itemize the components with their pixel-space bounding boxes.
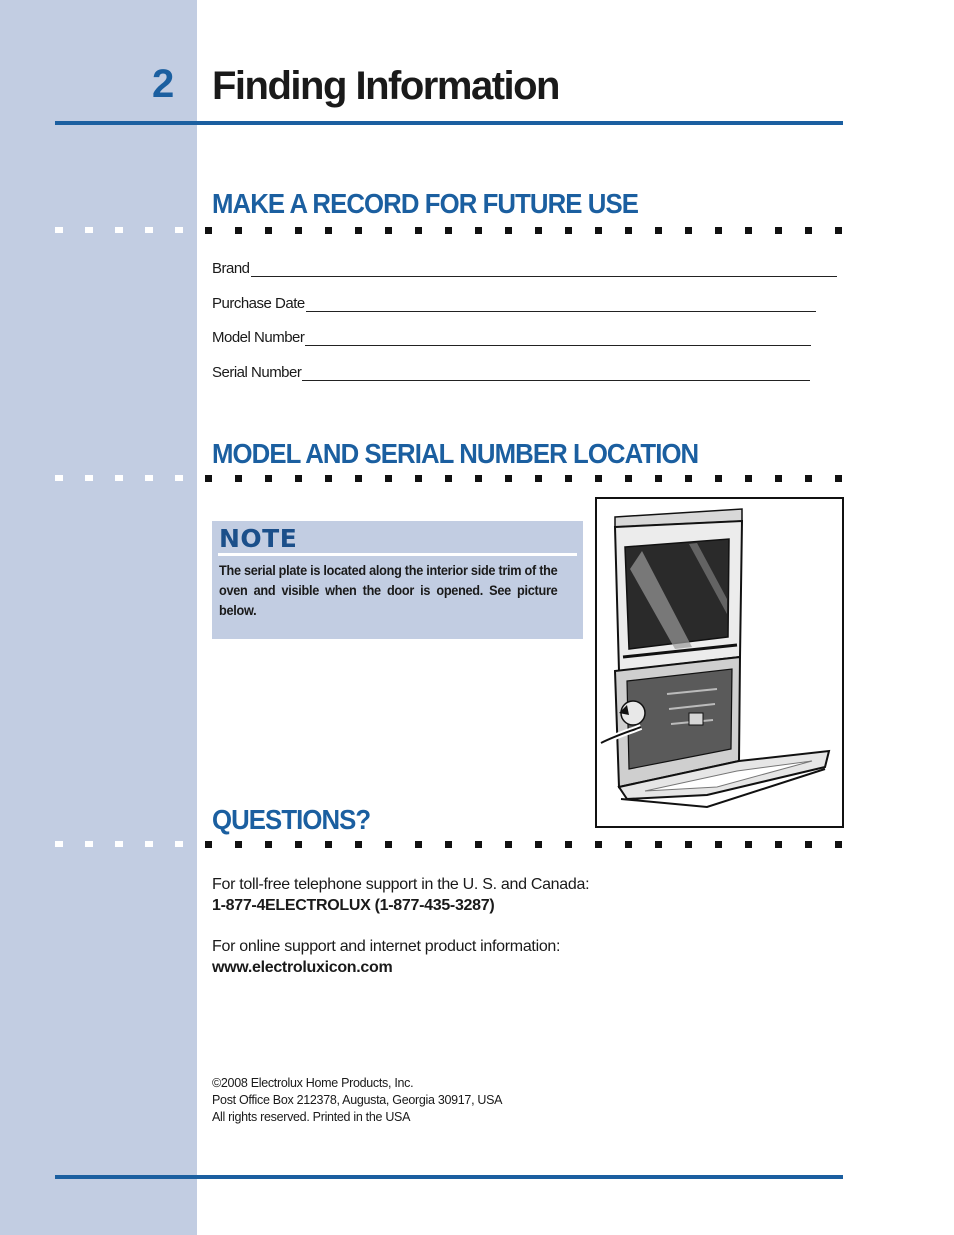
model-number-field[interactable]	[212, 329, 811, 346]
phone-intro: For toll-free telephone support in the U. S. and Canada:	[212, 876, 590, 893]
website-link[interactable]: www.electroluxicon.com	[212, 959, 393, 976]
copyright: ©2008 Electrolux Home Products, Inc.	[212, 1076, 414, 1090]
brand-field[interactable]	[212, 260, 837, 277]
write-line[interactable]	[251, 262, 837, 277]
note-text: The serial plate is located along the interior side trim of the oven and visible when the door is opened. See picture below.	[219, 563, 558, 618]
field-label: Model Number	[212, 329, 305, 346]
field-label: Serial Number	[212, 364, 302, 381]
section-divider	[205, 841, 845, 848]
note-box	[212, 521, 583, 639]
field-label: Brand	[212, 260, 250, 277]
field-label: Purchase Date	[212, 295, 305, 312]
oven-illustration	[595, 497, 844, 828]
section-divider-left	[55, 227, 197, 233]
write-line[interactable]	[305, 331, 811, 346]
footer-rule	[55, 1175, 843, 1179]
section-divider	[205, 475, 845, 482]
chapter-number: 2	[152, 62, 175, 106]
write-line[interactable]	[306, 297, 816, 312]
wall-oven-icon	[597, 499, 842, 826]
record-section-title: MAKE A RECORD FOR FUTURE USE	[212, 188, 639, 219]
address: Post Office Box 212378, Augusta, Georgia 30917, USA	[212, 1093, 503, 1107]
online-intro: For online support and internet product information:	[212, 938, 561, 955]
phone-number: 1-877-4ELECTROLUX (1-877-435-3287)	[212, 897, 495, 914]
location-section-title: MODEL AND SERIAL NUMBER LOCATION	[212, 438, 699, 469]
header-rule	[55, 121, 843, 125]
section-divider-left	[55, 475, 197, 481]
section-divider	[205, 227, 845, 234]
purchase-date-field[interactable]	[212, 295, 816, 312]
note-title: NOTE	[219, 524, 298, 553]
rights-notice: All rights reserved. Printed in the USA	[212, 1110, 411, 1124]
serial-number-field[interactable]	[212, 364, 810, 381]
note-rule	[218, 553, 577, 556]
questions-section-title: QUESTIONS?	[212, 804, 371, 835]
write-line[interactable]	[302, 366, 810, 381]
page-sidebar	[0, 0, 197, 1235]
section-divider-left	[55, 841, 197, 847]
page-title: Finding Information	[212, 64, 559, 108]
